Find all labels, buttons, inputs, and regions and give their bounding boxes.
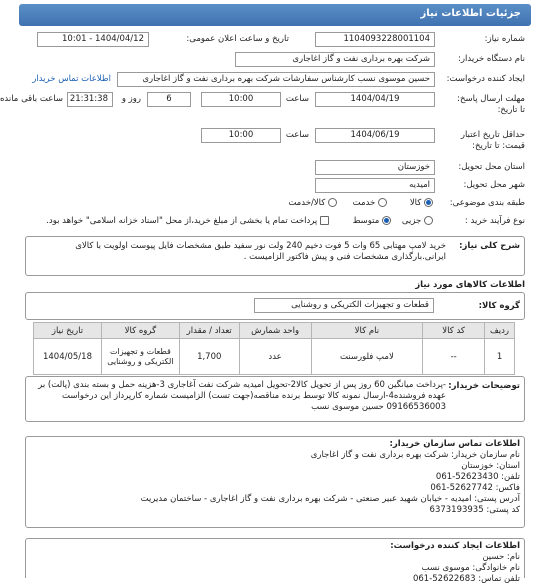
remaining-label: ساعت باقی مانده bbox=[0, 94, 63, 104]
requester-label: ایجاد کننده درخواست: bbox=[446, 74, 525, 84]
cell-unit: عدد bbox=[239, 339, 311, 375]
announce-label: تاریخ و ساعت اعلان عمومی: bbox=[186, 34, 289, 44]
deadline-time-field: 10:00 bbox=[201, 92, 281, 107]
remaining-time-field: 21:31:38 bbox=[67, 92, 113, 107]
col-row: ردیف bbox=[485, 323, 515, 339]
creator-contact-line: نام خانوادگی: موسوی نسب bbox=[421, 563, 520, 573]
buyer-org-label: نام دستگاه خریدار: bbox=[458, 54, 525, 64]
cell-name: لامپ فلورسنت bbox=[311, 339, 423, 375]
col-date: تاریخ نیاز bbox=[34, 323, 102, 339]
buyer-org-row bbox=[25, 52, 525, 68]
validity-time-label: ساعت bbox=[285, 130, 309, 140]
category-option-goods[interactable]: کالا bbox=[410, 198, 433, 208]
deadline-time-label: ساعت bbox=[285, 94, 309, 104]
city-field: امیدیه bbox=[315, 178, 435, 193]
description-label: شرح کلی نیاز: bbox=[459, 241, 520, 251]
province-field: خوزستان bbox=[315, 160, 435, 175]
description-box bbox=[25, 236, 525, 276]
cell-code: -- bbox=[423, 339, 485, 375]
treasury-payment-note: پرداخت تمام یا بخشی از مبلغ خرید،از محل "اسناد خزانه اسلامی" خواهد بود. bbox=[46, 216, 318, 226]
goods-section-title: اطلاعات کالاهای مورد نیاز bbox=[415, 280, 525, 290]
col-name: نام کالا bbox=[311, 323, 423, 339]
buyer-contact-line: کد پستی: 6373193935 bbox=[429, 505, 520, 515]
creator-contact-line: نام: حسین bbox=[482, 552, 520, 562]
province-label: استان محل تحویل: bbox=[458, 162, 525, 172]
buyer-notes-text: -پرداخت میانگین 60 روز پس از تحویل کالا2-تحویل امیدیه شرکت نفت آغاجاری 3-هزینه حمل و بسته بندی (پالت) بر عهده فروشنده4-ارسال نمونه کالا توسط برنده مناقصه(جهت تست) الزامیست شماره کارپرداز این درخواست 09166536003 حسین موسوی نسب bbox=[38, 380, 446, 412]
deadline-label: مهلت ارسال پاسخ: تا تاریخ: bbox=[457, 94, 525, 115]
city-label: شهر محل تحویل: bbox=[463, 180, 525, 190]
buyer-contact-line: فاکس: 52627742-061 bbox=[430, 483, 520, 493]
buyer-org-field: شرکت بهره برداری نفت و گاز اغاجاری bbox=[235, 52, 435, 67]
creator-contact-line: تلفن تماس: 52622683-061 bbox=[412, 574, 520, 584]
buyer-contact-line: تلفن: 52623430-061 bbox=[435, 472, 520, 482]
days-field: 6 bbox=[147, 92, 191, 107]
announce-field: 1404/04/12 - 10:01 bbox=[37, 32, 149, 47]
need-number-field: 1104093228001104 bbox=[315, 32, 435, 47]
table-row bbox=[34, 339, 515, 375]
buyer-contact-link[interactable]: اطلاعات تماس خریدار bbox=[32, 74, 111, 84]
buyer-contact-line: نام سازمان خریدار: شرکت بهره برداری نفت و گاز اغاجاری bbox=[310, 450, 520, 460]
table-header-row bbox=[34, 323, 515, 339]
process-label: نوع فرآیند خرید : bbox=[464, 216, 525, 226]
buyer-contact-title: اطلاعات تماس سازمان خریدار: bbox=[389, 439, 520, 449]
category-option-goods-service[interactable]: کالا/خدمت bbox=[288, 198, 337, 208]
buyer-notes-box bbox=[25, 376, 525, 422]
radio-icon bbox=[378, 198, 387, 207]
col-qty: تعداد / مقدار bbox=[179, 323, 239, 339]
creator-contact-title: اطلاعات ایجاد کننده درخواست: bbox=[390, 541, 520, 551]
validity-label: حداقل تاریخ اعتبار قیمت: تا تاریخ: bbox=[460, 130, 525, 151]
need-number-label: شماره نیاز: bbox=[484, 34, 525, 44]
checkbox-icon bbox=[320, 216, 329, 225]
col-group: گروه کالا bbox=[101, 323, 179, 339]
goods-group-box bbox=[25, 292, 525, 320]
cell-group: قطعات و تجهیزات الکتریکی و روشنایی bbox=[101, 339, 179, 375]
category-row bbox=[25, 196, 525, 212]
treasury-payment-checkbox[interactable] bbox=[46, 216, 329, 226]
process-row bbox=[25, 214, 525, 230]
process-option-medium[interactable]: متوسط bbox=[353, 216, 391, 226]
validity-row bbox=[25, 128, 525, 154]
validity-time-field: 10:00 bbox=[201, 128, 281, 143]
goods-group-label: گروه کالا: bbox=[478, 301, 520, 311]
buyer-contact-line: استان: خوزستان bbox=[461, 461, 520, 471]
description-text: خرید لامپ مهتابی 65 وات 5 فوت دخیم 240 ولت نور سفید طبق مشخصات فایل پیوست اولویت با کالای ایرانی.بارگذاری مشخصات فنی و پیش فاکتور الزامیست . bbox=[75, 241, 446, 262]
deadline-date-field: 1404/04/19 bbox=[315, 92, 435, 107]
process-option-minor[interactable]: جزیی bbox=[402, 216, 433, 226]
buyer-contact-box bbox=[25, 436, 525, 528]
buyer-contact-line: آدرس پستی: امیدیه - خیابان شهید عبیر صنعتی - شرکت بهره برداری نفت و گاز اغاجاری - ساختمان مدیریت bbox=[140, 494, 520, 504]
requester-row bbox=[25, 72, 525, 88]
page-title: جزئیات اطلاعات نیاز bbox=[420, 8, 521, 19]
need-number-row bbox=[25, 32, 525, 48]
deadline-row bbox=[0, 92, 525, 118]
city-row bbox=[25, 178, 525, 194]
validity-date-field: 1404/06/19 bbox=[315, 128, 435, 143]
cell-qty: 1,700 bbox=[179, 339, 239, 375]
buyer-notes-label: توضیحات خریدار: bbox=[448, 381, 520, 391]
page-title-bar bbox=[19, 4, 531, 26]
days-label: روز و bbox=[121, 94, 141, 104]
category-option-service[interactable]: خدمت bbox=[353, 198, 387, 208]
col-unit: واحد شمارش bbox=[239, 323, 311, 339]
province-row bbox=[25, 160, 525, 176]
radio-icon bbox=[382, 216, 391, 225]
requester-field: حسین موسوی نسب کارشناس سفارشات شرکت بهره برداری نفت و گاز اغاجاری bbox=[117, 72, 435, 87]
cell-row: 1 bbox=[485, 339, 515, 375]
radio-icon bbox=[424, 216, 433, 225]
radio-icon bbox=[328, 198, 337, 207]
col-code: کد کالا bbox=[423, 323, 485, 339]
category-label: طبقه بندی موضوعی: bbox=[449, 198, 525, 208]
goods-group-field: قطعات و تجهیزات الکتریکی و روشنایی bbox=[254, 298, 434, 313]
radio-icon bbox=[424, 198, 433, 207]
goods-table bbox=[33, 322, 515, 375]
cell-date: 1404/05/18 bbox=[34, 339, 102, 375]
creator-contact-box bbox=[25, 538, 525, 584]
